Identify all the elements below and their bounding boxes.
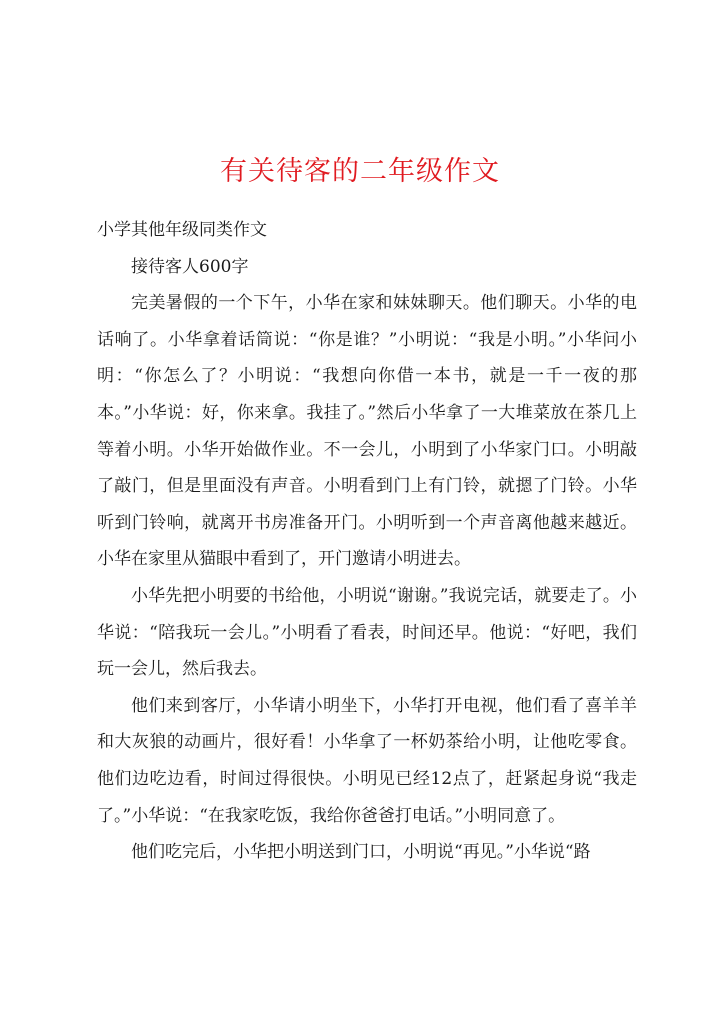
paragraph-4: 他们吃完后，小华把小明送到门口，小明说“再见。”小华说“路: [131, 842, 591, 863]
document-body: [97, 212, 637, 871]
essay-subtitle: 接待客人600字: [131, 256, 249, 277]
category-line: 小学其他年级同类作文: [97, 220, 267, 240]
paragraph-3: 他们来到客厅，小华请小明坐下，小华打开电视，他们看了喜羊羊和大灰狼的动画片，很好看！小华拿了一杯奶茶给小明，让他吃零食。他们边吃边看，时间过得很快。小明见已经12点了，赶紧起身说“我走了。”小华说：“在我家吃饭，我给你爸爸打电话。”小明同意了。: [97, 695, 637, 826]
paragraph-1: 完美暑假的一个下午，小华在家和妹妹聊天。他们聊天。小华的电话响了。小华拿着话筒说：“你是谁？”小明说：“我是小明。”小华问小明：“你怎么了？小明说：“我想向你借一本书，就是一千一夜的那本。”小华说：好，你来拿。我挂了。”然后小华拿了一大堆菜放在茶几上等着小明。小华开始做作业。不一会儿，小明到了小华家门口。小明敲了敲门，但是里面没有声音。小明看到门上有门铃，就摁了门铃。小华听到门铃响，就离开书房准备开门。小明听到一个声音离他越来越近。小华在家里从猫眼中看到了，开门邀请小明进去。: [97, 293, 637, 570]
document-title: 有关待客的二年级作文: [220, 156, 500, 187]
paragraph-2: 小华先把小明要的书给他，小明说“谢谢。”我说完话，就要走了。小华说：“陪我玩一会儿。”小明看了看表，时间还早。他说：“好吧，我们玩一会儿，然后我去。: [97, 585, 637, 680]
